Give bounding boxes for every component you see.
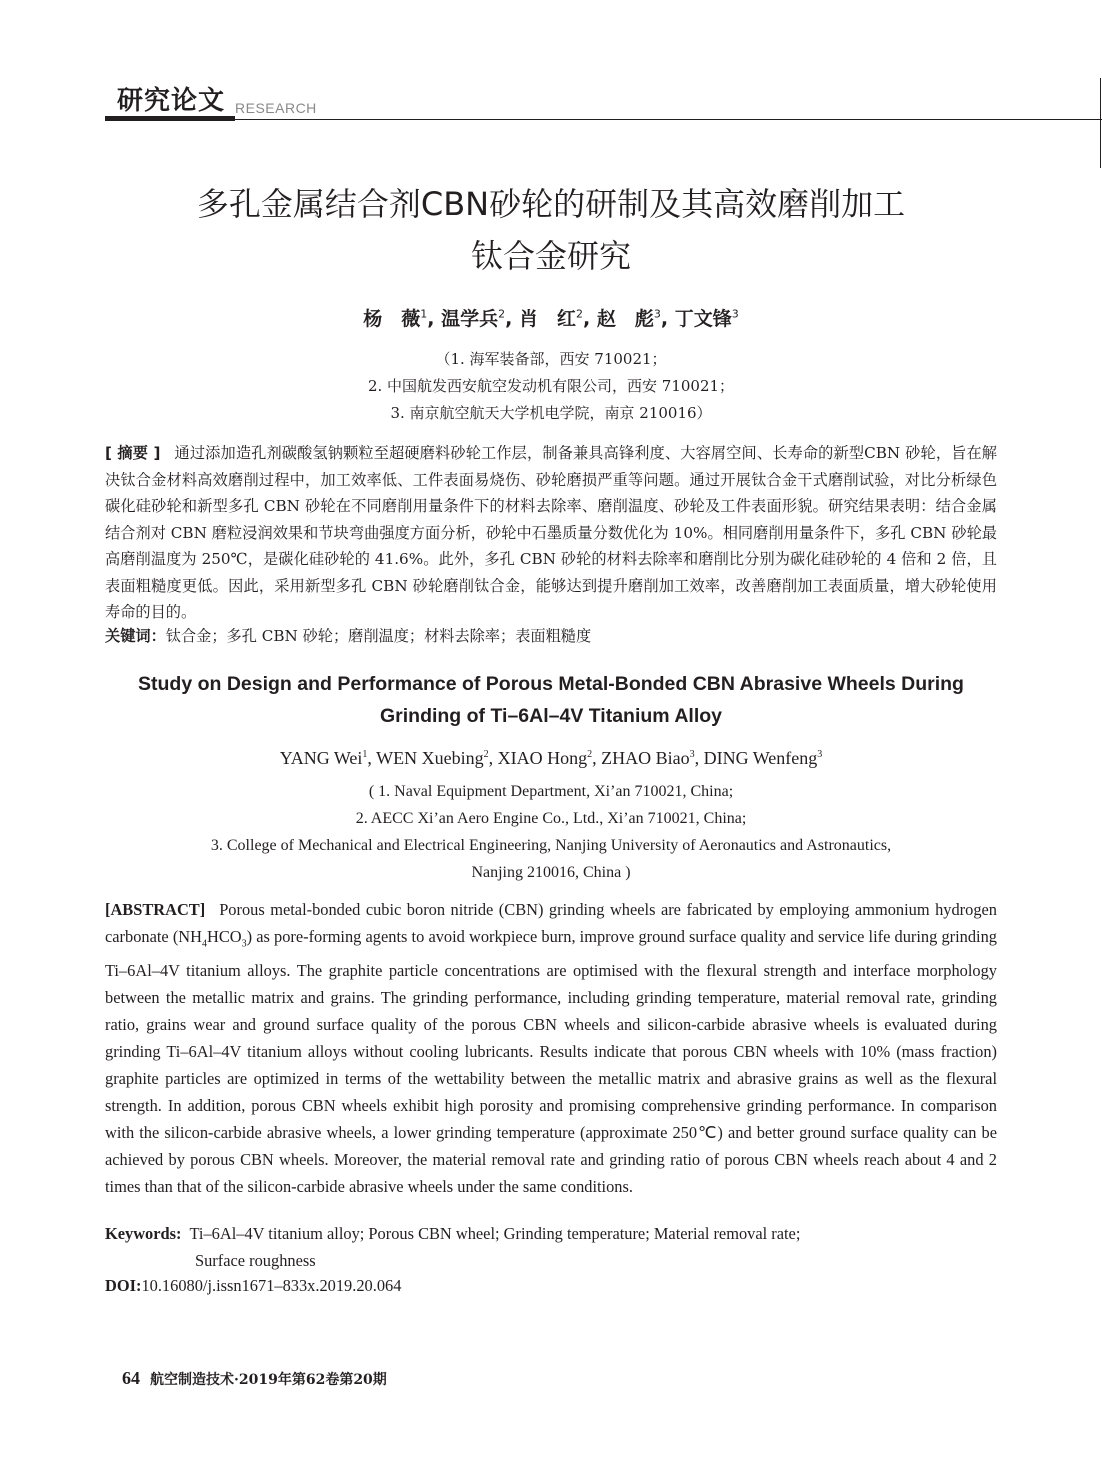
author-cn-affil: 2	[576, 307, 583, 321]
paper-title-cn-line2: 钛合金研究	[470, 237, 631, 275]
page-number: 64	[122, 1368, 140, 1388]
affiliation-cn: 2. 中国航发西安航空发动机有限公司，西安 710021；	[367, 377, 735, 395]
author-cn: 温学兵	[441, 308, 499, 330]
author-en: ZHAO Biao	[601, 748, 690, 768]
abstract-en	[105, 896, 997, 1200]
section-header	[105, 78, 997, 122]
section-label-cn: 研究论文	[117, 86, 226, 116]
author-en: XIAO Hong	[497, 748, 588, 768]
author-en-affil: 2	[483, 749, 489, 760]
abstract-cn-label: [ 摘要 ]	[105, 444, 161, 462]
author-en: DING Wenfeng	[703, 748, 818, 768]
affiliations-en	[105, 778, 997, 886]
abstract-en-sub: 4	[201, 938, 207, 950]
abstract-en-text-b: HCO	[206, 927, 242, 946]
keywords-en-line1: Ti–6Al–4V titanium alloy; Porous CBN wheel; Grinding temperature; Material removal rate;	[189, 1224, 801, 1243]
page-footer	[122, 1368, 387, 1389]
doi-label: DOI:	[105, 1276, 142, 1295]
author-cn-affil: 1	[420, 307, 428, 321]
paper-title-en-line2: Grinding of Ti–6Al–4V Titanium Alloy	[379, 705, 723, 727]
authors-en: YANG Wei$^1$, WEN Xuebing$^2$, XIAO Hong$^2$, ZHAO Biao$^3$, DING Wenfeng$^3$	[279, 748, 823, 768]
section-label-en: RESEARCH	[235, 100, 317, 116]
author-en-affil: 3	[817, 749, 823, 760]
keywords-cn	[105, 625, 997, 646]
affiliation-cn: （1. 海军装备部，西安 710021；	[435, 350, 667, 368]
author-cn-affil: 2	[498, 307, 506, 321]
affiliation-cn: 3. 南京航空航天大学机电学院，南京 210016）	[390, 404, 712, 422]
keywords-en	[105, 1220, 997, 1274]
affiliation-en: 3. College of Mechanical and Electrical Engineering, Nanjing University of Aeronautics and Astronautics,	[210, 837, 892, 854]
paper-title-en	[105, 668, 997, 732]
abstract-en-label: [ABSTRACT]	[105, 900, 206, 919]
author-en-affil: 3	[689, 749, 695, 760]
author-en-affil: 1	[362, 749, 368, 760]
header-rule-thin	[235, 119, 1102, 120]
author-cn-affil: 3	[653, 307, 661, 321]
keywords-cn-text: 钛合金；多孔 CBN 砂轮；磨削温度；材料去除率；表面粗糙度	[165, 627, 592, 645]
doi	[105, 1276, 997, 1296]
paper-title-cn	[105, 178, 997, 282]
affiliations-cn	[105, 346, 997, 427]
author-cn-affil: 3	[731, 307, 739, 321]
side-rule	[1100, 78, 1101, 168]
header-rule-thick	[105, 116, 235, 121]
author-cn: 赵 彪	[596, 308, 654, 330]
affiliation-en: Nanjing 210016, China )	[471, 864, 631, 881]
affiliation-en: 2. AECC Xi’an Aero Engine Co., Ltd., Xi’an 710021, China;	[355, 810, 747, 827]
author-en: YANG Wei	[279, 748, 363, 768]
doi-value: 10.16080/j.issn1671–833x.2019.20.064	[141, 1276, 402, 1295]
journal-citation: 航空制造技术·2019年第62卷第20期	[150, 1372, 387, 1388]
author-en: WEN Xuebing	[376, 748, 484, 768]
abstract-en-sub: 3	[241, 938, 247, 950]
paper-title-en-line1: Study on Design and Performance of Porous Metal-Bonded CBN Abrasive Wheels During	[138, 673, 964, 695]
abstract-en-text-c: ) as pore-forming agents to avoid workpiece burn, improve ground surface quality and service life during grinding Ti–6Al–4V titanium alloys. The graphite particle concentrations are optimised with the flexural strength and interface morphology between the metallic matrix and grains. The grinding performance, including grinding temperature, material removal rate, grinding ratio, grains wear and ground surface quality of the porous CBN wheels and silicon-carbide abrasive wheels is evaluated during grinding Ti–6Al–4V titanium alloys without cooling lubricants. Results indicate that porous CBN wheels with 10% (mass fraction) graphite particles are optimized in terms of the wettability between the metallic matrix and abrasive grains as well as the flexural strength. In addition, porous CBN wheels exhibit high porosity and promising comprehensive grinding performance. In comparison with the silicon-carbide abrasive wheels, a lower grinding temperature (approximate 250℃) and better ground surface quality can be achieved by porous CBN wheels. Moreover, the material removal rate and grinding ratio of porous CBN wheels reach about 4 and 2 times than that of the silicon-carbide abrasive wheels under the same conditions.	[105, 927, 997, 1197]
affiliation-en: ( 1. Naval Equipment Department, Xi’an 710021, China;	[368, 783, 734, 800]
author-en-affil: 2	[587, 749, 593, 760]
keywords-en-line2: Surface roughness	[195, 1251, 316, 1270]
abstract-cn	[105, 440, 997, 626]
paper-title-cn-line1: 多孔金属结合剂CBN砂轮的研制及其高效磨削加工	[196, 185, 906, 223]
abstract-en-text-a: Porous metal-bonded cubic boron nitride (CBN) grinding wheels are fabricated by employing ammonium hydrogen carbonate (NH	[105, 900, 997, 946]
author-cn: 丁文锋	[674, 308, 732, 330]
keywords-en-label: Keywords:	[105, 1224, 182, 1243]
author-cn: 杨 薇	[363, 308, 421, 330]
keywords-cn-label: 关键词：	[105, 627, 166, 645]
abstract-cn-text: 通过添加造孔剂碳酸氢钠颗粒至超硬磨料砂轮工作层，制备兼具高锋利度、大容屑空间、长寿命的新型CBN 砂轮，旨在解决钛合金材料高效磨削过程中，加工效率低、工件表面易烧伤、砂轮磨损严重等问题。通过开展钛合金干式磨削试验，对比分析绿色碳化硅砂轮和新型多孔 CBN 砂轮在不同磨削用量条件下的材料去除率、磨削温度、砂轮及工件表面形貌。研究结果表明：结合金属结合剂对 CBN 磨粒浸润效果和节块弯曲强度方面分析，砂轮中石墨质量分数优化为 10%。相同磨削用量条件下，多孔 CBN 砂轮最高磨削温度为 250℃，是碳化硅砂轮的 41.6%。此外，多孔 CBN 砂轮的材料去除率和磨削比分别为碳化硅砂轮的 4 倍和 2 倍，且表面粗糙度更低。因此，采用新型多孔 CBN 砂轮磨削钛合金，能够达到提升磨削加工效率，改善磨削加工表面质量，增大砂轮使用寿命的目的。	[105, 444, 997, 621]
authors-cn: 杨 薇$^1$, 温学兵$^2$, 肖 红$^2$, 赵 彪$^3$, 丁文锋$^3$	[363, 307, 739, 330]
author-cn: 肖 红	[518, 308, 576, 330]
